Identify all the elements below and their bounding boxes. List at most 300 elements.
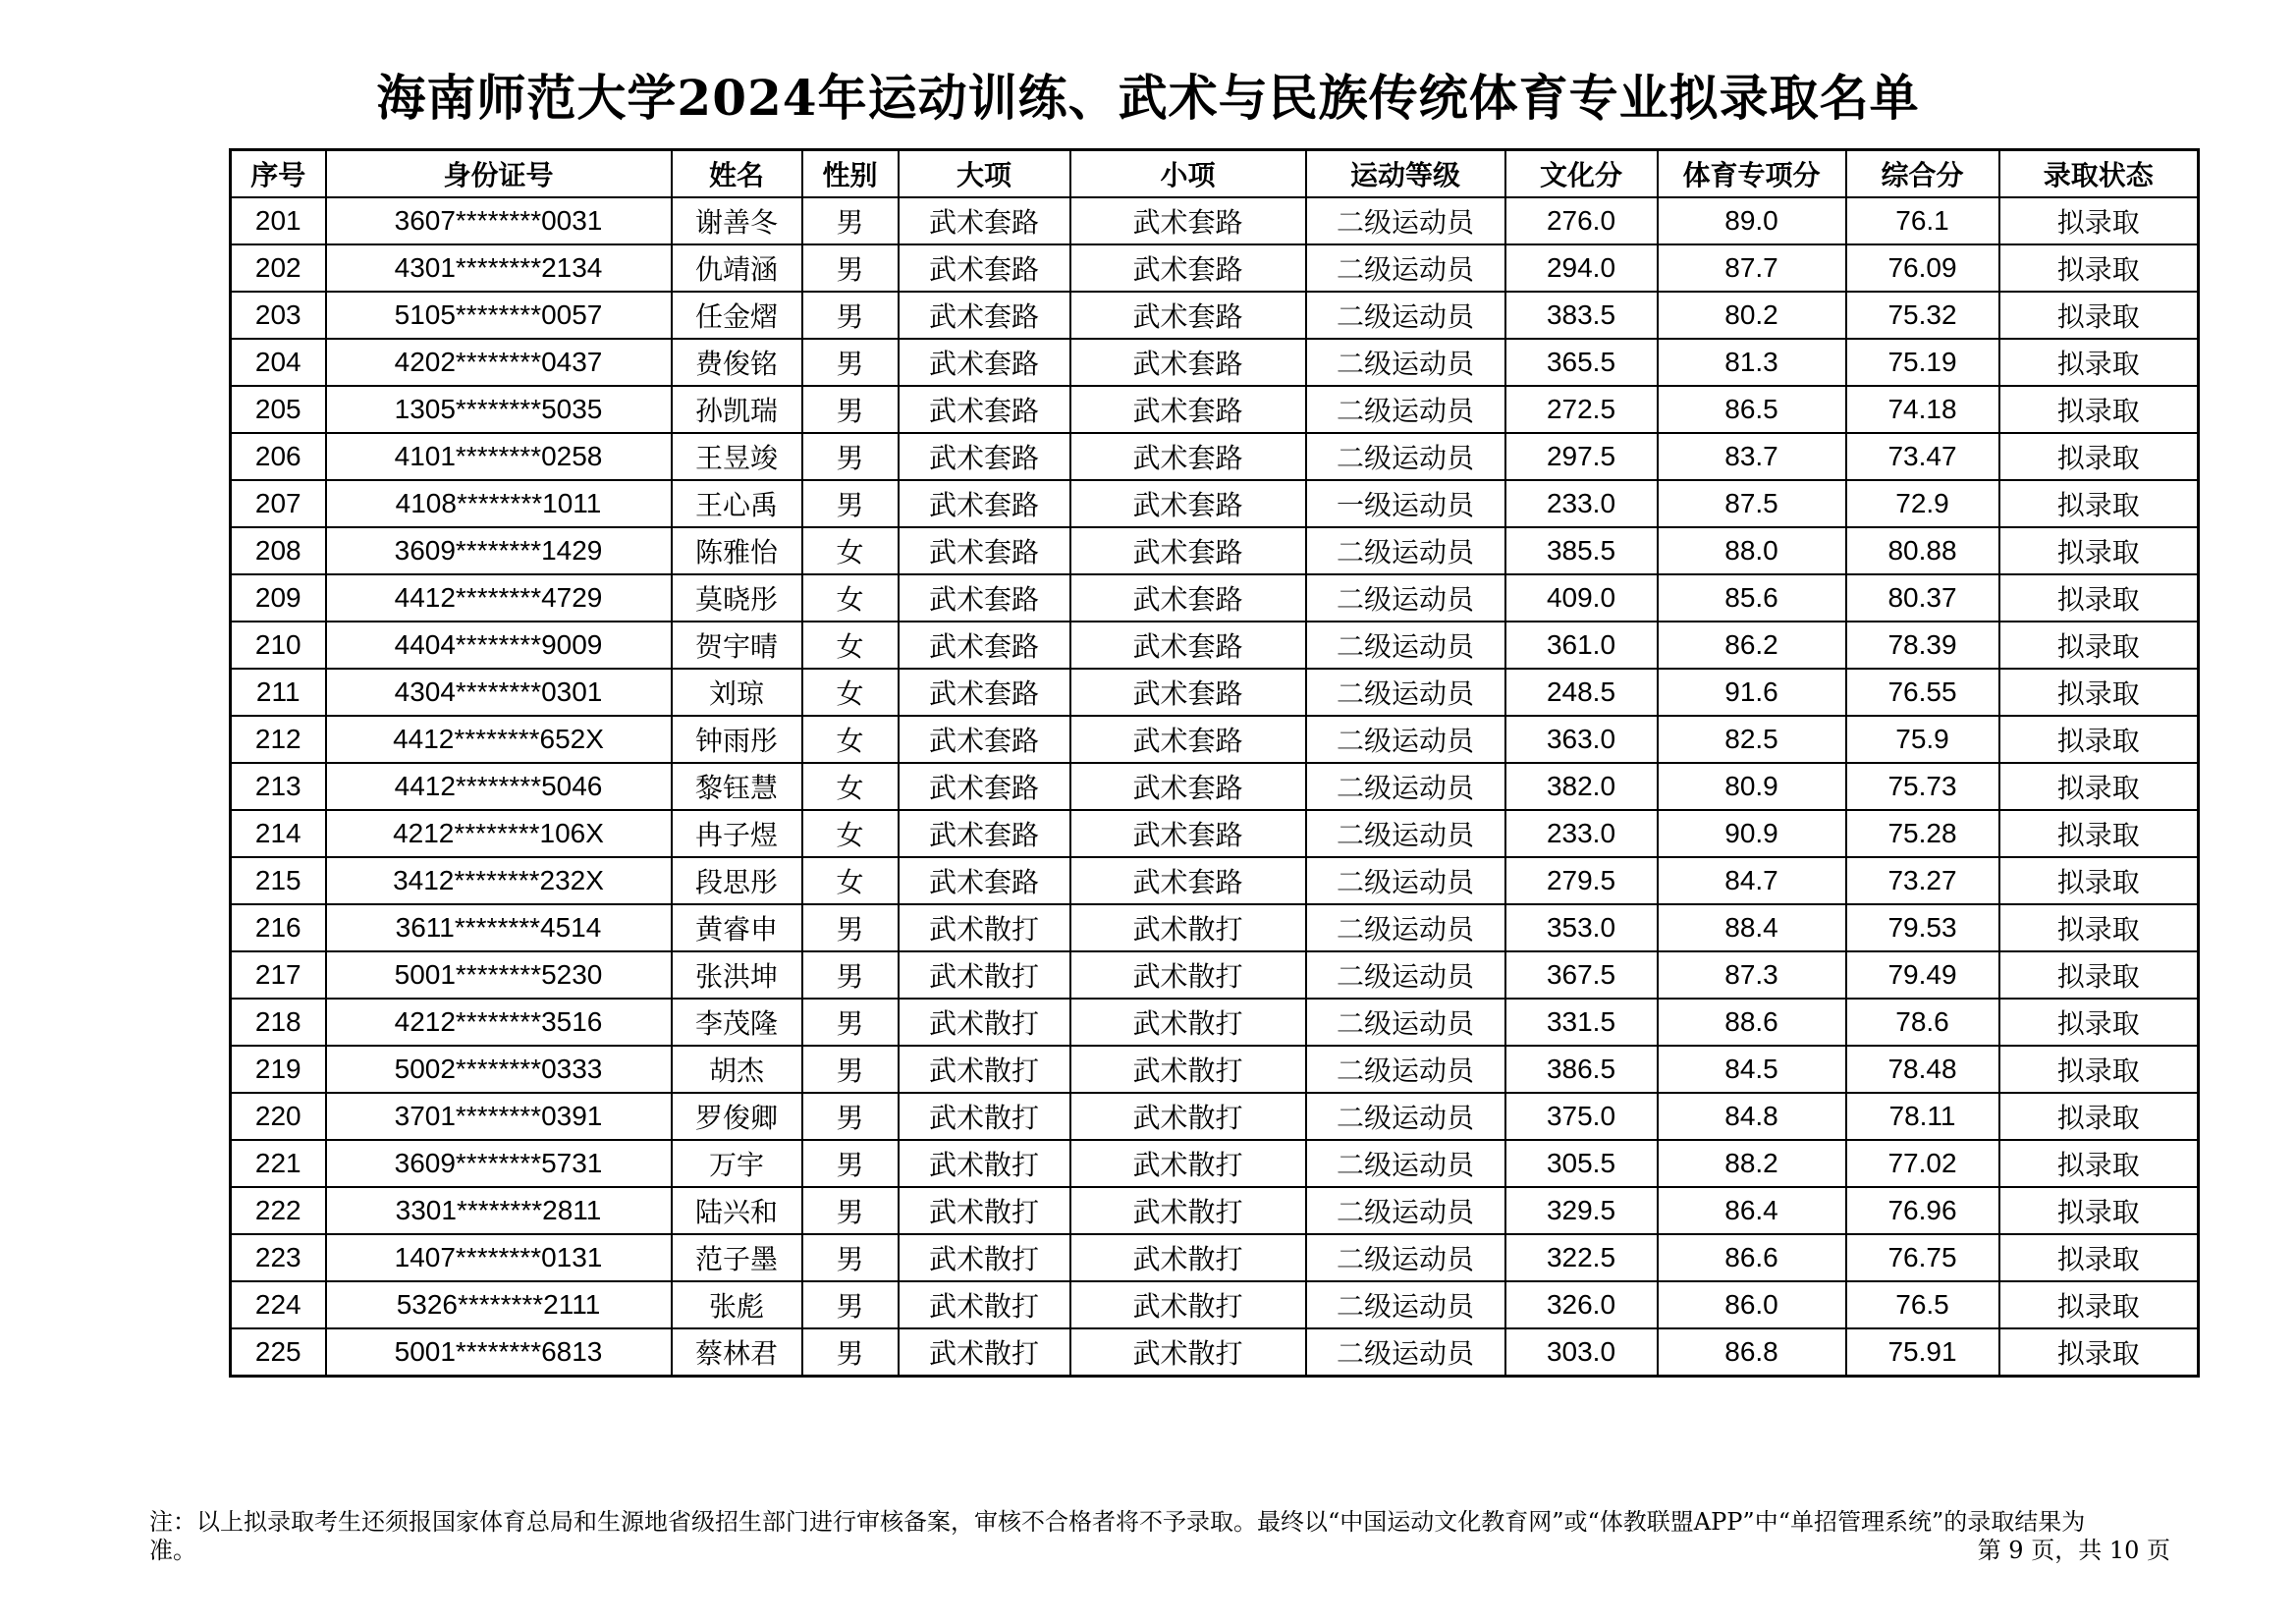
table-row [231,669,2199,716]
admission-status-cell: 拟录取 [1999,1187,2199,1234]
gender-cell: 女 [802,857,899,904]
total-score-cell: 76.09 [1846,244,1999,292]
gender-cell: 男 [802,339,899,386]
table-row [231,1234,2199,1281]
id-number-cell: 4301********2134 [326,244,672,292]
culture-score-cell: 361.0 [1505,622,1658,669]
id-number-cell: 3412********232X [326,857,672,904]
name-cell: 谢善冬 [672,197,802,244]
major-event-cell: 武术散打 [899,1046,1070,1093]
gender-cell: 男 [802,1093,899,1140]
culture-score-cell: 386.5 [1505,1046,1658,1093]
serial-cell: 213 [231,763,326,810]
total-score-cell: 75.32 [1846,292,1999,339]
major-event-cell: 武术散打 [899,1140,1070,1187]
serial-cell: 223 [231,1234,326,1281]
culture-score-cell: 385.5 [1505,527,1658,574]
admission-status-cell: 拟录取 [1999,292,2199,339]
id-number-cell: 4101********0258 [326,433,672,480]
id-number-cell: 4212********106X [326,810,672,857]
serial-cell: 212 [231,716,326,763]
sport-score-cell: 81.3 [1658,339,1846,386]
sport-score-cell: 87.5 [1658,480,1846,527]
minor-event-cell: 武术散打 [1070,1140,1306,1187]
serial-cell: 208 [231,527,326,574]
id-number-cell: 4212********3516 [326,999,672,1046]
total-score-cell: 76.5 [1846,1281,1999,1328]
minor-event-cell: 武术套路 [1070,527,1306,574]
culture-score-cell: 233.0 [1505,480,1658,527]
total-score-cell: 79.53 [1846,904,1999,951]
table-row [231,433,2199,480]
athlete-level-cell: 二级运动员 [1306,763,1505,810]
id-number-cell: 1407********0131 [326,1234,672,1281]
admission-status-cell: 拟录取 [1999,904,2199,951]
name-cell: 莫晓彤 [672,574,802,622]
athlete-level-cell: 二级运动员 [1306,716,1505,763]
admission-status-cell: 拟录取 [1999,857,2199,904]
culture-score-cell: 409.0 [1505,574,1658,622]
id-number-cell: 5326********2111 [326,1281,672,1328]
name-cell: 王心禹 [672,480,802,527]
gender-cell: 男 [802,1234,899,1281]
culture-score-cell: 279.5 [1505,857,1658,904]
culture-score-cell: 382.0 [1505,763,1658,810]
major-event-cell: 武术散打 [899,1093,1070,1140]
serial-cell: 202 [231,244,326,292]
serial-cell: 203 [231,292,326,339]
table-row [231,999,2199,1046]
major-event-cell: 武术套路 [899,197,1070,244]
total-score-cell: 73.47 [1846,433,1999,480]
serial-cell: 207 [231,480,326,527]
name-cell: 冉子煜 [672,810,802,857]
sport-score-cell: 88.0 [1658,527,1846,574]
sport-score-cell: 80.9 [1658,763,1846,810]
serial-cell: 209 [231,574,326,622]
column-header-id-number: 身份证号 [326,150,672,198]
name-cell: 万宇 [672,1140,802,1187]
culture-score-cell: 297.5 [1505,433,1658,480]
major-event-cell: 武术套路 [899,386,1070,433]
serial-cell: 218 [231,999,326,1046]
total-score-cell: 75.9 [1846,716,1999,763]
sport-score-cell: 87.3 [1658,951,1846,999]
id-number-cell: 5001********5230 [326,951,672,999]
sport-score-cell: 82.5 [1658,716,1846,763]
gender-cell: 男 [802,433,899,480]
total-score-cell: 72.9 [1846,480,1999,527]
minor-event-cell: 武术套路 [1070,857,1306,904]
major-event-cell: 武术套路 [899,810,1070,857]
gender-cell: 女 [802,574,899,622]
admission-status-cell: 拟录取 [1999,622,2199,669]
admission-status-cell: 拟录取 [1999,763,2199,810]
name-cell: 陆兴和 [672,1187,802,1234]
minor-event-cell: 武术散打 [1070,1281,1306,1328]
name-cell: 李茂隆 [672,999,802,1046]
table-row [231,763,2199,810]
column-header-minor-event: 小项 [1070,150,1306,198]
major-event-cell: 武术套路 [899,669,1070,716]
total-score-cell: 76.55 [1846,669,1999,716]
major-event-cell: 武术散打 [899,904,1070,951]
admission-status-cell: 拟录取 [1999,1281,2199,1328]
gender-cell: 男 [802,292,899,339]
sport-score-cell: 88.2 [1658,1140,1846,1187]
name-cell: 黄睿申 [672,904,802,951]
sport-score-cell: 85.6 [1658,574,1846,622]
serial-cell: 206 [231,433,326,480]
athlete-level-cell: 二级运动员 [1306,197,1505,244]
id-number-cell: 5002********0333 [326,1046,672,1093]
total-score-cell: 79.49 [1846,951,1999,999]
serial-cell: 221 [231,1140,326,1187]
column-header-culture-score: 文化分 [1505,150,1658,198]
gender-cell: 男 [802,999,899,1046]
column-header-gender: 性别 [802,150,899,198]
page-number: 第 9 页，共 10 页 [1977,1537,2170,1564]
minor-event-cell: 武术套路 [1070,197,1306,244]
table-row [231,857,2199,904]
table-row [231,622,2199,669]
total-score-cell: 75.73 [1846,763,1999,810]
table-row [231,1328,2199,1377]
total-score-cell: 78.48 [1846,1046,1999,1093]
culture-score-cell: 303.0 [1505,1328,1658,1377]
major-event-cell: 武术散打 [899,1328,1070,1377]
minor-event-cell: 武术散打 [1070,904,1306,951]
minor-event-cell: 武术散打 [1070,1046,1306,1093]
total-score-cell: 74.18 [1846,386,1999,433]
sport-score-cell: 91.6 [1658,669,1846,716]
table-row [231,1187,2199,1234]
sport-score-cell: 80.2 [1658,292,1846,339]
column-header-name: 姓名 [672,150,802,198]
minor-event-cell: 武术套路 [1070,292,1306,339]
sport-score-cell: 89.0 [1658,197,1846,244]
athlete-level-cell: 二级运动员 [1306,810,1505,857]
culture-score-cell: 331.5 [1505,999,1658,1046]
culture-score-cell: 322.5 [1505,1234,1658,1281]
minor-event-cell: 武术散打 [1070,999,1306,1046]
culture-score-cell: 363.0 [1505,716,1658,763]
column-header-serial: 序号 [231,150,326,198]
id-number-cell: 4412********4729 [326,574,672,622]
column-header-athlete-level: 运动等级 [1306,150,1505,198]
admission-status-cell: 拟录取 [1999,1046,2199,1093]
gender-cell: 男 [802,904,899,951]
serial-cell: 210 [231,622,326,669]
table-row [231,1093,2199,1140]
table-row [231,339,2199,386]
admission-status-cell: 拟录取 [1999,999,2199,1046]
page-title: 海南师范大学2024年运动训练、武术与民族传统体育专业拟录取名单 [376,69,1920,127]
total-score-cell: 80.37 [1846,574,1999,622]
athlete-level-cell: 二级运动员 [1306,433,1505,480]
table-row [231,197,2199,244]
name-cell: 孙凯瑞 [672,386,802,433]
total-score-cell: 75.19 [1846,339,1999,386]
major-event-cell: 武术套路 [899,527,1070,574]
major-event-cell: 武术散打 [899,1234,1070,1281]
name-cell: 费俊铭 [672,339,802,386]
serial-cell: 205 [231,386,326,433]
admission-status-cell: 拟录取 [1999,433,2199,480]
table-row [231,480,2199,527]
serial-cell: 216 [231,904,326,951]
total-score-cell: 76.96 [1846,1187,1999,1234]
id-number-cell: 4404********9009 [326,622,672,669]
sport-score-cell: 84.5 [1658,1046,1846,1093]
culture-score-cell: 233.0 [1505,810,1658,857]
culture-score-cell: 272.5 [1505,386,1658,433]
serial-cell: 211 [231,669,326,716]
serial-cell: 204 [231,339,326,386]
sport-score-cell: 88.6 [1658,999,1846,1046]
name-cell: 蔡林君 [672,1328,802,1377]
table-row [231,292,2199,339]
id-number-cell: 3609********1429 [326,527,672,574]
athlete-level-cell: 二级运动员 [1306,1328,1505,1377]
athlete-level-cell: 二级运动员 [1306,904,1505,951]
total-score-cell: 73.27 [1846,857,1999,904]
culture-score-cell: 367.5 [1505,951,1658,999]
column-header-admission-status: 录取状态 [1999,150,2199,198]
admission-status-cell: 拟录取 [1999,669,2199,716]
athlete-level-cell: 二级运动员 [1306,951,1505,999]
gender-cell: 女 [802,669,899,716]
minor-event-cell: 武术散打 [1070,1328,1306,1377]
minor-event-cell: 武术套路 [1070,244,1306,292]
athlete-level-cell: 二级运动员 [1306,292,1505,339]
admission-status-cell: 拟录取 [1999,1140,2199,1187]
athlete-level-cell: 二级运动员 [1306,574,1505,622]
athlete-level-cell: 二级运动员 [1306,1140,1505,1187]
name-cell: 罗俊卿 [672,1093,802,1140]
minor-event-cell: 武术套路 [1070,716,1306,763]
total-score-cell: 76.1 [1846,197,1999,244]
id-number-cell: 4202********0437 [326,339,672,386]
athlete-level-cell: 二级运动员 [1306,1234,1505,1281]
id-number-cell: 5001********6813 [326,1328,672,1377]
id-number-cell: 3609********5731 [326,1140,672,1187]
table-header-row [231,150,2199,198]
sport-score-cell: 84.7 [1658,857,1846,904]
sport-score-cell: 86.0 [1658,1281,1846,1328]
minor-event-cell: 武术套路 [1070,763,1306,810]
major-event-cell: 武术套路 [899,292,1070,339]
major-event-cell: 武术套路 [899,339,1070,386]
name-cell: 钟雨彤 [672,716,802,763]
serial-cell: 214 [231,810,326,857]
table-row [231,1140,2199,1187]
admission-status-cell: 拟录取 [1999,339,2199,386]
major-event-cell: 武术散打 [899,999,1070,1046]
major-event-cell: 武术散打 [899,1187,1070,1234]
serial-cell: 219 [231,1046,326,1093]
name-cell: 仇靖涵 [672,244,802,292]
serial-cell: 220 [231,1093,326,1140]
athlete-level-cell: 二级运动员 [1306,527,1505,574]
id-number-cell: 3611********4514 [326,904,672,951]
gender-cell: 男 [802,1187,899,1234]
admission-status-cell: 拟录取 [1999,1234,2199,1281]
admission-status-cell: 拟录取 [1999,1328,2199,1377]
sport-score-cell: 86.5 [1658,386,1846,433]
id-number-cell: 4304********0301 [326,669,672,716]
culture-score-cell: 294.0 [1505,244,1658,292]
major-event-cell: 武术散打 [899,951,1070,999]
gender-cell: 男 [802,386,899,433]
serial-cell: 224 [231,1281,326,1328]
footnote: 注：以上拟录取考生还须报国家体育总局和生源地省级招生部门进行审核备案，审核不合格者将不予录取。最终以“中国运动文化教育网”或“体教联盟APP”中“单招管理系统”的录取结果为准。 [149,1508,2086,1564]
minor-event-cell: 武术套路 [1070,433,1306,480]
sport-score-cell: 86.2 [1658,622,1846,669]
minor-event-cell: 武术散打 [1070,951,1306,999]
column-header-major-event: 大项 [899,150,1070,198]
admission-status-cell: 拟录取 [1999,574,2199,622]
admission-status-cell: 拟录取 [1999,197,2199,244]
gender-cell: 男 [802,244,899,292]
major-event-cell: 武术套路 [899,763,1070,810]
id-number-cell: 4412********5046 [326,763,672,810]
minor-event-cell: 武术套路 [1070,810,1306,857]
serial-cell: 201 [231,197,326,244]
id-number-cell: 1305********5035 [326,386,672,433]
admission-status-cell: 拟录取 [1999,810,2199,857]
culture-score-cell: 276.0 [1505,197,1658,244]
gender-cell: 女 [802,716,899,763]
table-row [231,1046,2199,1093]
name-cell: 张洪坤 [672,951,802,999]
athlete-level-cell: 二级运动员 [1306,857,1505,904]
id-number-cell: 3701********0391 [326,1093,672,1140]
name-cell: 范子墨 [672,1234,802,1281]
admission-status-cell: 拟录取 [1999,480,2199,527]
serial-cell: 217 [231,951,326,999]
id-number-cell: 4412********652X [326,716,672,763]
total-score-cell: 77.02 [1846,1140,1999,1187]
total-score-cell: 75.91 [1846,1328,1999,1377]
name-cell: 黎钰慧 [672,763,802,810]
name-cell: 陈雅怡 [672,527,802,574]
minor-event-cell: 武术套路 [1070,669,1306,716]
name-cell: 刘琼 [672,669,802,716]
table-body [231,197,2199,1377]
gender-cell: 男 [802,197,899,244]
total-score-cell: 80.88 [1846,527,1999,574]
gender-cell: 女 [802,763,899,810]
major-event-cell: 武术套路 [899,433,1070,480]
gender-cell: 女 [802,810,899,857]
column-header-sport-score: 体育专项分 [1658,150,1846,198]
total-score-cell: 78.39 [1846,622,1999,669]
major-event-cell: 武术散打 [899,1281,1070,1328]
minor-event-cell: 武术套路 [1070,339,1306,386]
sport-score-cell: 86.8 [1658,1328,1846,1377]
athlete-level-cell: 一级运动员 [1306,480,1505,527]
sport-score-cell: 88.4 [1658,904,1846,951]
id-number-cell: 4108********1011 [326,480,672,527]
minor-event-cell: 武术套路 [1070,386,1306,433]
admission-status-cell: 拟录取 [1999,527,2199,574]
table-row [231,527,2199,574]
culture-score-cell: 383.5 [1505,292,1658,339]
sport-score-cell: 86.6 [1658,1234,1846,1281]
minor-event-cell: 武术套路 [1070,574,1306,622]
athlete-level-cell: 二级运动员 [1306,244,1505,292]
culture-score-cell: 326.0 [1505,1281,1658,1328]
gender-cell: 男 [802,951,899,999]
name-cell: 胡杰 [672,1046,802,1093]
name-cell: 段思彤 [672,857,802,904]
admission-status-cell: 拟录取 [1999,244,2199,292]
major-event-cell: 武术套路 [899,857,1070,904]
table-row [231,386,2199,433]
name-cell: 贺宇晴 [672,622,802,669]
major-event-cell: 武术套路 [899,574,1070,622]
minor-event-cell: 武术套路 [1070,622,1306,669]
culture-score-cell: 248.5 [1505,669,1658,716]
gender-cell: 男 [802,1046,899,1093]
admission-status-cell: 拟录取 [1999,386,2199,433]
athlete-level-cell: 二级运动员 [1306,339,1505,386]
culture-score-cell: 365.5 [1505,339,1658,386]
table-row [231,951,2199,999]
culture-score-cell: 353.0 [1505,904,1658,951]
sport-score-cell: 84.8 [1658,1093,1846,1140]
athlete-level-cell: 二级运动员 [1306,669,1505,716]
id-number-cell: 3607********0031 [326,197,672,244]
athlete-level-cell: 二级运动员 [1306,386,1505,433]
minor-event-cell: 武术散打 [1070,1234,1306,1281]
table-row [231,716,2199,763]
gender-cell: 男 [802,1140,899,1187]
total-score-cell: 75.28 [1846,810,1999,857]
sport-score-cell: 86.4 [1658,1187,1846,1234]
table-row [231,244,2199,292]
sport-score-cell: 90.9 [1658,810,1846,857]
id-number-cell: 5105********0057 [326,292,672,339]
admission-status-cell: 拟录取 [1999,951,2199,999]
minor-event-cell: 武术散打 [1070,1093,1306,1140]
serial-cell: 215 [231,857,326,904]
gender-cell: 男 [802,1328,899,1377]
major-event-cell: 武术套路 [899,244,1070,292]
serial-cell: 225 [231,1328,326,1377]
id-number-cell: 3301********2811 [326,1187,672,1234]
gender-cell: 男 [802,1281,899,1328]
major-event-cell: 武术套路 [899,716,1070,763]
table-row [231,810,2199,857]
athlete-level-cell: 二级运动员 [1306,1046,1505,1093]
athlete-level-cell: 二级运动员 [1306,999,1505,1046]
minor-event-cell: 武术散打 [1070,1187,1306,1234]
athlete-level-cell: 二级运动员 [1306,622,1505,669]
total-score-cell: 76.75 [1846,1234,1999,1281]
name-cell: 王昱竣 [672,433,802,480]
major-event-cell: 武术套路 [899,622,1070,669]
sport-score-cell: 87.7 [1658,244,1846,292]
culture-score-cell: 305.5 [1505,1140,1658,1187]
table-row [231,904,2199,951]
athlete-level-cell: 二级运动员 [1306,1281,1505,1328]
gender-cell: 男 [802,480,899,527]
sport-score-cell: 83.7 [1658,433,1846,480]
serial-cell: 222 [231,1187,326,1234]
culture-score-cell: 329.5 [1505,1187,1658,1234]
